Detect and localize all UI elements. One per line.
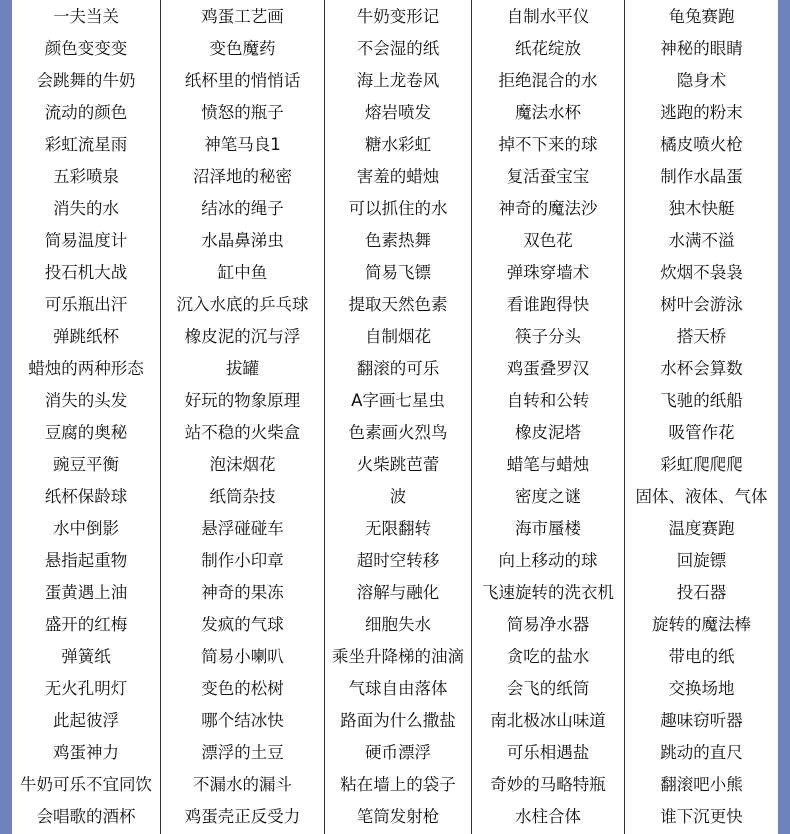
experiment-name: 漂浮的土豆	[201, 743, 284, 762]
experiment-name: 南北极冰山味道	[490, 711, 606, 730]
experiment-name: 树叶会游泳	[660, 295, 743, 314]
experiment-name: 粘在墙上的袋子	[340, 775, 456, 794]
experiment-name: 旋转的魔法棒	[652, 615, 751, 634]
experiment-name: 纸杯保龄球	[44, 487, 128, 506]
experiment-name: 龟兔赛跑	[668, 7, 735, 26]
experiment-name: 复活蚕宝宝	[506, 167, 590, 186]
experiment-name: 自转和公转	[506, 391, 590, 410]
experiment-name: 趣味窃听器	[660, 711, 743, 730]
experiment-name: 会跳舞的牛奶	[36, 71, 136, 90]
experiment-name: 纸筒杂技	[209, 487, 276, 506]
experiment-name: 无限翻转	[365, 519, 431, 538]
experiment-name: 可以抓住的水	[348, 199, 448, 218]
experiment-name: 沉入水底的乒乓球	[176, 295, 309, 314]
experiment-name: 回旋镖	[676, 551, 727, 570]
experiment-name: 色素热舞	[365, 231, 431, 250]
experiment-name: 隐身术	[676, 71, 727, 90]
experiment-name: 纸花绽放	[515, 39, 581, 58]
experiment-column-5	[625, 0, 778, 834]
experiment-name: 水杯会算数	[660, 359, 743, 378]
experiment-name: 会唱歌的酒杯	[36, 807, 136, 826]
experiment-name: A字画七星虫	[351, 391, 445, 410]
experiment-name: 筷子分头	[515, 327, 581, 346]
experiment-name: 投石器	[676, 583, 727, 602]
experiment-name: 消失的头发	[44, 391, 128, 410]
experiment-name: 鸡蛋壳正反受力	[184, 807, 301, 826]
experiment-name: 神秘的眼睛	[660, 39, 743, 58]
experiment-name: 海上龙卷风	[356, 71, 440, 90]
experiment-name: 蜡烛的两种形态	[28, 359, 144, 378]
experiment-name: 乘坐升降梯的油滴	[332, 647, 464, 666]
experiment-name: 看谁跑得快	[506, 295, 590, 314]
experiment-name: 蜡笔与蜡烛	[506, 455, 590, 474]
experiment-name: 神笔马良1	[204, 135, 281, 154]
experiment-name: 谁下沉更快	[660, 807, 743, 826]
experiment-name: 沼泽地的秘密	[193, 167, 292, 186]
experiment-column-1	[12, 0, 161, 834]
experiment-name: 五彩喷泉	[53, 167, 119, 186]
experiment-name: 吸管作花	[668, 423, 735, 442]
experiment-name: 可乐相遇盐	[506, 743, 590, 762]
experiment-name: 魔法水杯	[515, 103, 581, 122]
experiment-name: 波	[389, 487, 407, 506]
experiment-name: 硬币漂浮	[365, 743, 431, 762]
experiment-name: 豌豆平衡	[53, 455, 119, 474]
experiment-name: 飞速旋转的洗衣机	[482, 583, 614, 602]
experiment-name: 密度之谜	[515, 487, 581, 506]
experiment-name: 纸杯里的悄悄话	[184, 71, 301, 90]
experiment-name: 水柱合体	[515, 807, 581, 826]
experiment-name: 结冰的绳子	[201, 199, 284, 218]
experiment-name: 简易温度计	[44, 231, 128, 250]
experiment-name: 悬指起重物	[44, 551, 128, 570]
experiment-name: 站不稳的火柴盒	[184, 423, 301, 442]
experiment-name: 贪吃的盐水	[506, 647, 590, 666]
left-decorative-bar	[0, 0, 12, 834]
experiment-name: 豆腐的奥秘	[44, 423, 128, 442]
experiment-name: 牛奶可乐不宜同饮	[20, 775, 152, 794]
experiment-name: 糖水彩虹	[365, 135, 431, 154]
experiment-name: 带电的纸	[668, 647, 735, 666]
experiment-name: 搭天桥	[676, 327, 727, 346]
experiment-name: 害羞的蜡烛	[356, 167, 440, 186]
experiment-name: 神奇的果冻	[201, 583, 284, 602]
experiment-name: 可乐瓶出汗	[44, 295, 128, 314]
experiment-name: 彩虹流星雨	[44, 135, 128, 154]
experiment-name: 愤怒的瓶子	[201, 103, 284, 122]
experiment-name: 彩虹爬爬爬	[660, 455, 743, 474]
experiment-name: 会飞的纸筒	[506, 679, 590, 698]
experiment-name: 制作水晶蛋	[660, 167, 743, 186]
experiment-name: 简易飞镖	[365, 263, 431, 282]
experiment-name: 翻滚吧小熊	[660, 775, 743, 794]
experiment-name: 流动的颜色	[44, 103, 128, 122]
experiment-name: 熔岩喷发	[365, 103, 431, 122]
experiment-name: 制作小印章	[201, 551, 284, 570]
experiment-name: 橡皮泥的沉与浮	[184, 327, 301, 346]
experiment-name: 提取天然色素	[348, 295, 448, 314]
experiment-name: 火柴跳芭蕾	[356, 455, 440, 474]
experiment-name: 温度赛跑	[668, 519, 735, 538]
experiment-name: 鸡蛋神力	[53, 743, 119, 762]
experiment-name: 发疯的气球	[201, 615, 284, 634]
experiment-name: 橘皮喷火枪	[660, 135, 743, 154]
experiment-name: 水晶鼻涕虫	[201, 231, 284, 250]
experiment-name: 自制烟花	[365, 327, 431, 346]
experiment-name: 蛋黄遇上油	[44, 583, 128, 602]
experiment-name: 拒绝混合的水	[498, 71, 598, 90]
experiment-name: 笔筒发射枪	[356, 807, 440, 826]
experiment-name: 鸡蛋叠罗汉	[506, 359, 590, 378]
experiment-grid	[12, 0, 778, 834]
experiment-name: 变色的松树	[201, 679, 284, 698]
experiment-name: 独木快艇	[668, 199, 735, 218]
experiment-name: 变色魔药	[209, 39, 276, 58]
experiment-name: 不会湿的纸	[356, 39, 440, 58]
experiment-name: 泡沫烟花	[209, 455, 276, 474]
experiment-name: 逃跑的粉末	[660, 103, 743, 122]
experiment-name: 炊烟不袅袅	[660, 263, 743, 282]
experiment-name: 盛开的红梅	[44, 615, 128, 634]
experiment-name: 弹簧纸	[61, 647, 111, 666]
experiment-name: 超时空转移	[356, 551, 440, 570]
experiment-name: 缸中鱼	[217, 263, 268, 282]
experiment-name: 哪个结冰快	[201, 711, 284, 730]
experiment-name: 双色花	[523, 231, 573, 250]
experiment-name: 橡皮泥塔	[515, 423, 581, 442]
experiment-name: 颜色变变变	[44, 39, 128, 58]
experiment-name: 奇妙的马略特瓶	[490, 775, 606, 794]
experiment-name: 自制水平仪	[506, 7, 590, 26]
experiment-name: 翻滚的可乐	[356, 359, 440, 378]
experiment-name: 路面为什么撒盐	[340, 711, 456, 730]
experiment-name: 海市蜃楼	[515, 519, 581, 538]
experiment-name: 不漏水的漏斗	[193, 775, 292, 794]
experiment-name: 飞驰的纸船	[660, 391, 743, 410]
experiment-name: 投石机大战	[44, 263, 128, 282]
experiment-name: 色素画火烈鸟	[348, 423, 448, 442]
experiment-name: 水满不溢	[668, 231, 735, 250]
experiment-name: 好玩的物象原理	[184, 391, 301, 410]
experiment-name: 鸡蛋工艺画	[201, 7, 284, 26]
experiment-name: 弹珠穿墙术	[506, 263, 590, 282]
experiment-name: 牛奶变形记	[356, 7, 440, 26]
experiment-name: 气球自由落体	[348, 679, 448, 698]
experiment-name: 悬浮碰碰车	[201, 519, 284, 538]
experiment-column-3	[325, 0, 472, 834]
experiment-name: 简易净水器	[506, 615, 590, 634]
experiment-name: 神奇的魔法沙	[498, 199, 598, 218]
experiment-name: 细胞失水	[365, 615, 431, 634]
experiment-column-2	[161, 0, 325, 834]
experiment-name: 拔罐	[226, 359, 259, 378]
experiment-name: 弹跳纸杯	[53, 327, 119, 346]
experiment-name: 水中倒影	[53, 519, 119, 538]
experiment-name: 交换场地	[668, 679, 735, 698]
experiment-name: 此起彼浮	[53, 711, 119, 730]
experiment-name: 固体、液体、气体	[635, 487, 768, 506]
experiment-name: 消失的水	[53, 199, 119, 218]
experiment-name: 无火孔明灯	[44, 679, 128, 698]
right-decorative-bar	[778, 0, 790, 834]
experiment-name: 向上移动的球	[498, 551, 598, 570]
experiment-name: 溶解与融化	[356, 583, 440, 602]
experiment-name: 掉不下来的球	[498, 135, 598, 154]
experiment-column-4	[472, 0, 625, 834]
experiment-name: 跳动的直尺	[660, 743, 743, 762]
experiment-name: 一夫当关	[53, 7, 119, 26]
experiment-name: 简易小喇叭	[201, 647, 284, 666]
